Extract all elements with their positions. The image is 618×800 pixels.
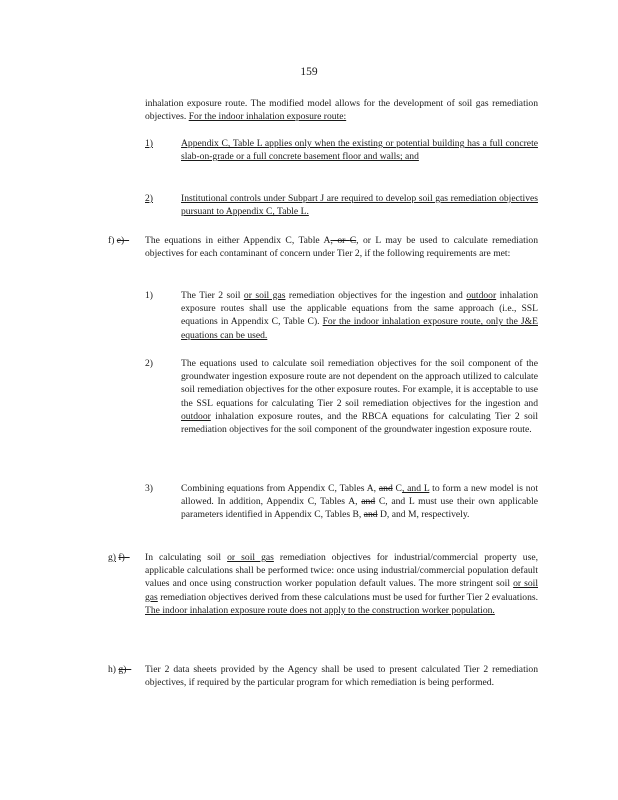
- page-number: 159: [300, 66, 318, 78]
- section-h-label: h) g)–: [108, 664, 132, 675]
- section-g-label: g) f)–: [108, 552, 130, 563]
- intro-text-inserted: For the indoor inhalation exposure route:: [188, 111, 347, 123]
- intro-text: inhalation exposure route. The modified model allows for the development of soil gas remediation objectives.: [145, 98, 538, 123]
- section-g-text: In calculating soil or soil gas remediation objectives for industrial/commercial property use, applicable calculations shall be performed twice: once using industrial/commercial population default values and once using construction worker population default values. The more stringent soil or soil gas remediation objectives derived from these calculations must be used for further Tier 2 evaluations. The indoor inhalation exposure route does not apply to the construction worker population.: [145, 552, 538, 616]
- f-item-1-number: 1): [145, 290, 153, 301]
- intro-item-2-text: Institutional controls under Subpart J are required to develop soil gas remediation objectives pursuant to Appendix C, Table L.: [181, 193, 538, 218]
- f-item-2: The equations used to calculate soil remediation objectives for the soil component of the groundwater ingestion exposure route are not dependent on the approach utilized to calculate soil remediation objectives for the other exposure routes. For example, it is acceptable to use the SSL equations for calculating Tier 2 soil remediation objectives for the ingestion and outdoor inhalation exposure routes, and the RBCA equations for calculating Tier 2 soil remediation objectives for the soil component of the groundwater ingestion exposure route.: [181, 358, 538, 436]
- intro-paragraph: [145, 97, 538, 123]
- intro-item-2: [181, 192, 538, 218]
- intro-item-1: [181, 137, 538, 163]
- f-item-2-number: 2): [145, 358, 153, 369]
- intro-item-2-number: 2): [145, 193, 153, 204]
- section-f-label: f) e)–: [108, 235, 130, 246]
- f-item-3-number: 3): [145, 483, 153, 494]
- section-f-text: The equations in either Appendix C, Table A, or C, or L may be used to calculate remediation objectives for each contaminant of concern under Tier 2, if the following requirements are met:: [145, 235, 538, 260]
- intro-item-1-text: Appendix C, Table L applies only when the existing or potential building has a full concrete slab-on-grade or a full concrete basement floor and walls; and: [181, 138, 538, 163]
- f-item-3: Combining equations from Appendix C, Tables A, and C, and L to form a new model is not allowed. In addition, Appendix C, Tables A, and C, and L must use their own applicable parameters identified in Appendix C, Tables B, and D, and M, respectively.: [181, 483, 538, 521]
- f-item-1: The Tier 2 soil or soil gas remediation objectives for the ingestion and outdoor inhalation exposure routes shall use the applicable equations from the same approach (i.e., SSL equations in Appendix C, Table C). For the indoor inhalation exposure route, only the J&E equations can be used.: [181, 290, 538, 341]
- intro-item-1-number: 1): [145, 138, 153, 149]
- section-h-text: Tier 2 data sheets provided by the Agency shall be used to present calculated Tier 2 remediation objectives, if required by the particular program for which remediation is being performed.: [145, 664, 538, 689]
